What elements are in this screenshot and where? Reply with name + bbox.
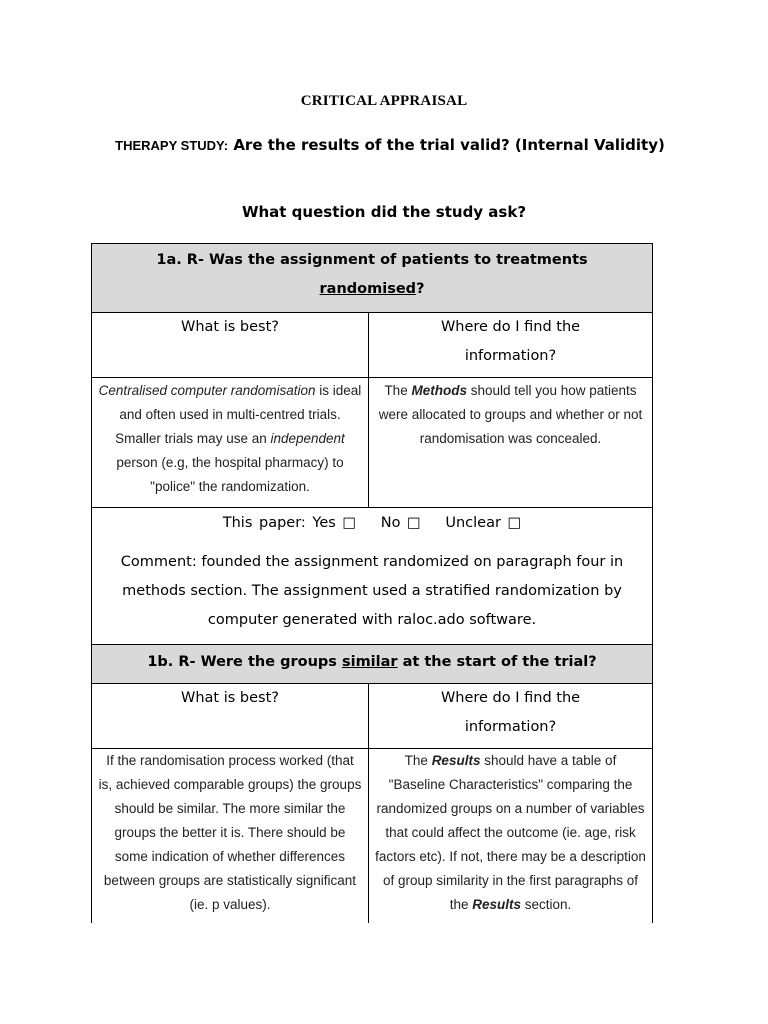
best-text-1: is ideal and often used in multi-centred trials. Smaller trials may use an bbox=[115, 383, 362, 446]
answer-yes[interactable]: This paper: Yes □ bbox=[222, 515, 357, 531]
section-1a-heading bbox=[92, 244, 653, 313]
subtitle-lead: THERAPY STUDY: bbox=[115, 138, 229, 153]
where-info-text bbox=[369, 378, 653, 508]
section-1a-suffix: ? bbox=[416, 281, 425, 297]
what-is-best-header-1b: What is best? bbox=[92, 684, 369, 749]
section-1a-content-row bbox=[92, 378, 653, 508]
section-1b-suffix: at the start of the trial? bbox=[397, 654, 597, 670]
where-text-1: The bbox=[384, 383, 412, 398]
appraisal-table bbox=[91, 243, 653, 923]
best-1b-text: If the randomisation process worked (that is, achieved comparable groups) the groups should be similar. The more similar the groups the better it is. There should be some indication of whether differences between groups are statistically significant (ie. p values). bbox=[98, 753, 362, 912]
where-text-2: should tell you how patients were allocated to groups and whether or not randomisation was concealed. bbox=[378, 383, 643, 446]
best-em-1: Centralised computer randomisation bbox=[98, 383, 316, 398]
where-find-header-text: Where do I find the information? bbox=[440, 319, 581, 364]
where-find-header bbox=[369, 313, 653, 378]
where-strong-methods: Methods bbox=[411, 383, 467, 398]
document-title: CRITICAL APPRAISAL bbox=[300, 93, 468, 109]
answer-options bbox=[92, 508, 652, 538]
section-1a-column-headers bbox=[92, 313, 653, 378]
where-find-header-1b bbox=[369, 684, 653, 749]
section-1a-underlined: randomised bbox=[319, 281, 417, 297]
section-1a-paper-row bbox=[92, 508, 653, 645]
document-subtitle bbox=[110, 131, 670, 160]
where-1b-strong-results-1: Results bbox=[431, 753, 481, 768]
subtitle-question: Are the results of the trial valid? (Internal Validity) bbox=[233, 136, 665, 154]
what-is-best-header: What is best? bbox=[92, 313, 369, 378]
best-text-2: person (e.g, the hospital pharmacy) to "police" the randomization. bbox=[116, 455, 344, 494]
section-1a-prefix: 1a. R- Was the assignment of patients to treatments bbox=[156, 252, 588, 268]
where-info-text-1b bbox=[369, 749, 653, 924]
section-1b-heading bbox=[92, 645, 653, 684]
section-1b-header-row bbox=[92, 645, 653, 684]
best-practice-text bbox=[92, 378, 369, 508]
section-1b-prefix: 1b. R- Were the groups bbox=[147, 654, 342, 670]
best-practice-text-1b bbox=[92, 749, 369, 924]
where-1b-text-3: section. bbox=[521, 897, 572, 912]
where-1b-text-2: should have a table of "Baseline Characteristics" comparing the randomized groups on a number of variables that could affect the outcome (ie. age, risk factors etc). If not, there may be a description of group similarity in the first paragraphs of the bbox=[375, 753, 646, 912]
best-em-2: independent bbox=[270, 431, 345, 446]
answer-unclear[interactable]: Unclear □ bbox=[445, 515, 522, 531]
section-1b-content-row bbox=[92, 749, 653, 924]
where-1b-strong-results-2: Results bbox=[472, 897, 522, 912]
study-question-heading: What question did the study ask? bbox=[241, 203, 527, 221]
answer-no[interactable]: No □ bbox=[380, 515, 421, 531]
paper-comment: Comment: founded the assignment randomized on paragraph four in methods section. The assignment used a stratified randomization by computer generated with raloc.ado software. bbox=[120, 554, 624, 628]
section-1a-header-row bbox=[92, 244, 653, 313]
where-find-header-1b-text: Where do I find the information? bbox=[440, 690, 581, 735]
section-1b-underlined: similar bbox=[341, 654, 398, 670]
section-1b-column-headers bbox=[92, 684, 653, 749]
where-1b-text-1: The bbox=[404, 753, 432, 768]
this-paper-cell bbox=[92, 508, 653, 645]
